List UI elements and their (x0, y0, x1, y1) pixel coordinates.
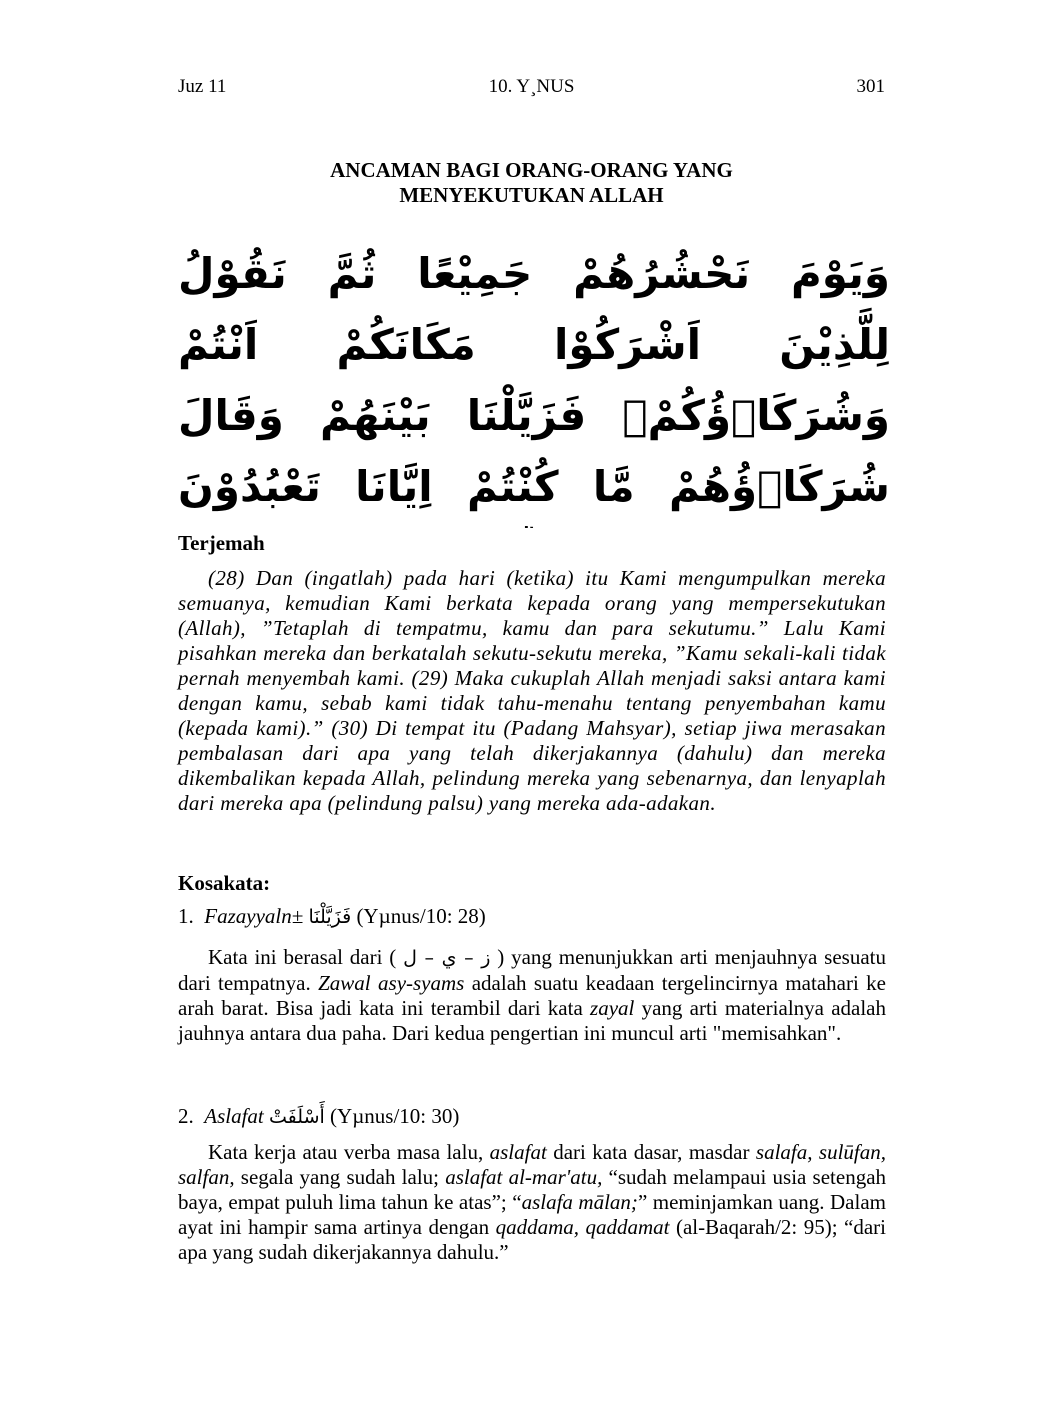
vocab-reference: (Yµnus/10: 28) (356, 904, 486, 928)
translation-paragraph: (28) Dan (ingatlah) pada hari (ketika) itu Kami mengumpulkan mereka semuanya, kemudian Kami berkata kepada orang yang mempersekutukan (Allah), ”Tetaplah di tempatmu, kamu dan para sekutumu.” Lalu Kami pisahkan mereka dan berkatalah sekutu-sekutu mereka, ”Kamu sekali-kali tidak pernah menyembah kami. (29) Maka cukuplah Allah menjadi saksi antara kami dengan kamu, sebab kami tidak tahu-menahu tentang penyembahan kamu (kepada kami).” (30) Di tempat itu (Padang Mahsyar), setiap jiwa merasakan pembalasan dari apa yang telah dikerjakannya (dahulu) dan mereka dikembalikan kepada Allah, pelindung mereka yang sebenarnya, dan lenyaplah dari mereka apa (pelindung palsu) yang mereka ada-adakan. (178, 566, 886, 815)
page-number: 301 (856, 76, 885, 97)
vocab-term: Aslafat (204, 1104, 264, 1128)
terjemah-heading: Terjemah (178, 531, 265, 555)
vocab-arabic-word: أَسْلَفَتْ (269, 1106, 325, 1128)
running-header-surah: 10. Y¸NUS (488, 76, 575, 97)
vocab-term: Fazayyaln± (204, 904, 304, 928)
running-header-juz: Juz 11 (178, 76, 227, 97)
kosakata-heading: Kosakata: (178, 871, 271, 895)
title-line-1: ANCAMAN BAGI ORANG-ORANG YANG (330, 158, 733, 182)
arabic-root-letters: ز – ي – ل (403, 947, 491, 969)
arabic-verse-block: وَيَوْمَ نَحْشُرُهُمْ جَمِيْعًا ثُمَّ نَقُوْلُ لِلَّذِيْنَ اَشْرَكُوْا مَكَانَكُمْ اَنْتُمْ وَشُرَكَاۤؤُكُمْۚ فَزَيَّلْنَا بَيْنَهُمْ وَقَالَ شُرَكَاۤؤُهُمْ مَّا كُنْتُمْ اِيَّانَا تَعْبُدُوْنَ (178, 249, 890, 511)
vocab-item-1-title (178, 904, 486, 929)
vocab-arabic-word: فَزَيَّلْنَا (308, 906, 352, 928)
title-line-2: MENYEKUTUKAN ALLAH (399, 183, 664, 207)
vocab-item-1-explanation: Kata ini berasal dari ( ز – ي – ل ) yang menunjukkan arti menjauhnya sesuatu dari tempatnya. Zawal asy-syams adalah suatu keadaan tergelincirnya matahari ke arah barat. Bisa jadi kata ini terambil dari kata zayal yang arti materialnya adalah jauhnya antara dua paha. Dari kedua pengertian ini muncul arti "memisahkan". (178, 945, 887, 1045)
vocab-reference: (Yµnus/10: 30) (330, 1104, 460, 1128)
vocab-number: 1. (178, 904, 194, 928)
vocab-number: 2. (178, 1104, 194, 1128)
vocab-item-2-explanation: Kata kerja atau verba masa lalu, aslafat dari kata dasar, masdar salafa, sulūfan, salfan, segala yang sudah lalu; aslafat al-mar'atu, “sudah melampaui usia setengah baya, empat puluh lima tahun ke atas”; “aslafa mālan;” meminjamkan uang. Dalam ayat ini hampir sama artinya dengan qaddama, qaddamat (al-Baqarah/2: 95); “dari apa yang sudah dikerjakannya dahulu.” (178, 1140, 887, 1264)
page-title (178, 158, 885, 208)
vocab-item-2-title (178, 1104, 459, 1129)
